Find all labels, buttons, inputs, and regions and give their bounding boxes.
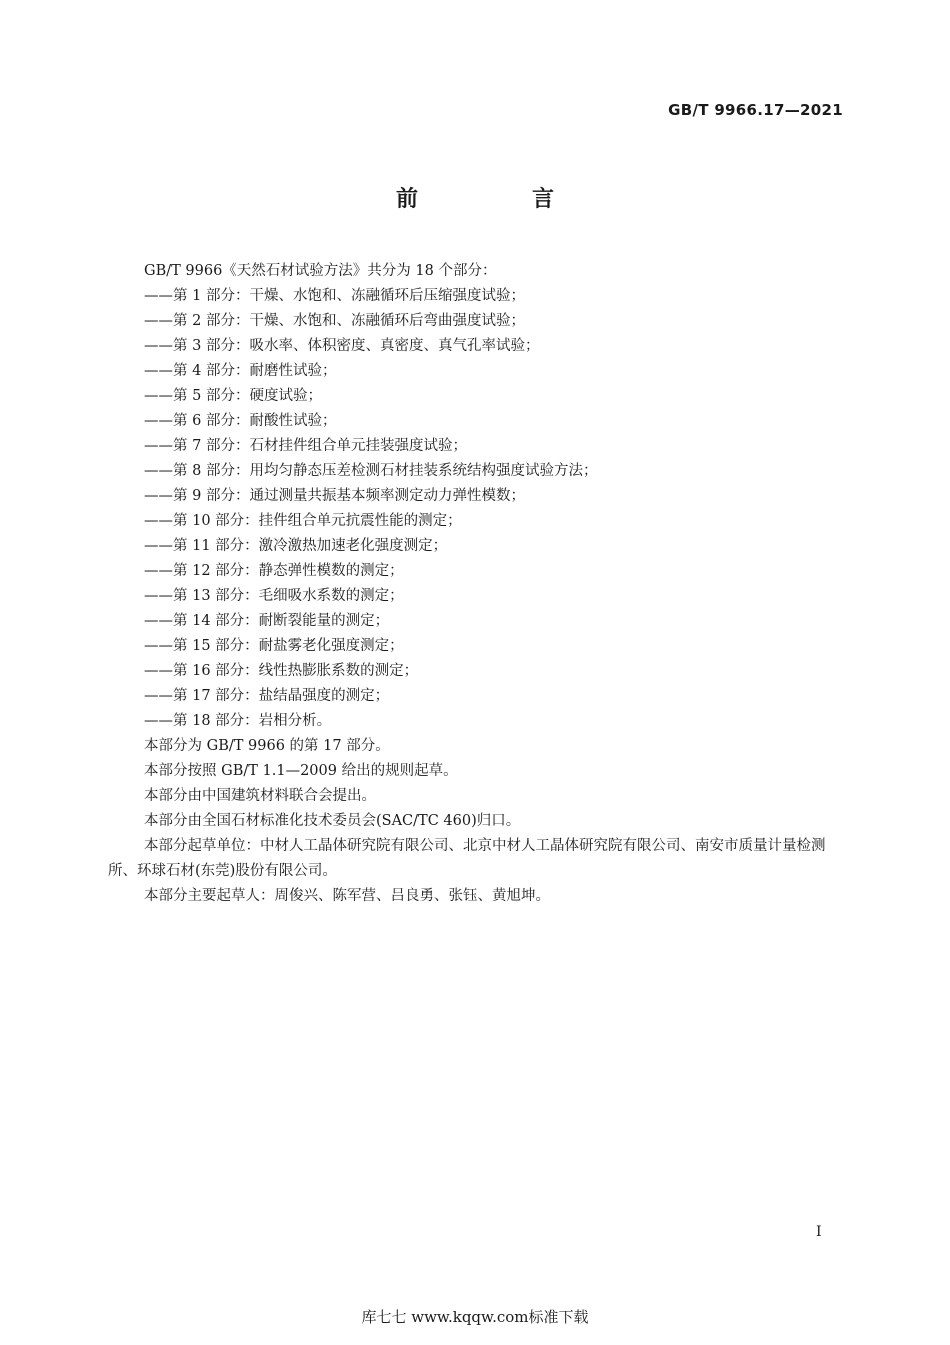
committee-statement: 本部分由全国石材标准化技术委员会(SAC/TC 460)归口。 xyxy=(144,813,521,829)
drafting-units-statement: 本部分起草单位：中材人工晶体研究院有限公司、北京中材人工晶体研究院有限公司、南安市质量计量检测所、环球石材(东莞)股份有限公司。 xyxy=(108,838,826,879)
list-item: ——第 2 部分：干燥、水饱和、冻融循环后弯曲强度试验； xyxy=(144,313,525,329)
standard-code: GB/T 9966.17—2021 xyxy=(668,101,843,119)
list-item: ——第 17 部分：盐结晶强度的测定； xyxy=(144,688,390,704)
list-item: ——第 4 部分：耐磨性试验； xyxy=(144,363,337,379)
list-item: ——第 15 部分：耐盐雾老化强度测定； xyxy=(144,638,404,654)
list-item: ——第 7 部分：石材挂件组合单元挂装强度试验； xyxy=(144,438,467,454)
list-item: ——第 9 部分：通过测量共振基本频率测定动力弹性模数； xyxy=(144,488,525,504)
parts-list xyxy=(108,284,844,734)
list-item: ——第 6 部分：耐酸性试验； xyxy=(144,413,337,429)
page-title: 前 言 xyxy=(395,187,600,212)
list-item: ——第 18 部分：岩相分析。 xyxy=(144,713,332,729)
list-item: ——第 5 部分：硬度试验； xyxy=(144,388,322,404)
list-item: ——第 12 部分：静态弹性模数的测定； xyxy=(144,563,404,579)
download-watermark: 库七七 www.kqqw.com标准下载 xyxy=(361,1308,589,1326)
list-item: ——第 14 部分：耐断裂能量的测定； xyxy=(144,613,390,629)
drafting-rules-statement: 本部分按照 GB/T 1.1—2009 给出的规则起草。 xyxy=(144,763,458,779)
list-item: ——第 13 部分：毛细吸水系数的测定； xyxy=(144,588,404,604)
list-item: ——第 10 部分：挂件组合单元抗震性能的测定； xyxy=(144,513,462,529)
intro-paragraph: GB/T 9966《天然石材试验方法》共分为 18 个部分： xyxy=(144,263,497,279)
part-statement: 本部分为 GB/T 9966 的第 17 部分。 xyxy=(144,738,390,754)
list-item: ——第 1 部分：干燥、水饱和、冻融循环后压缩强度试验； xyxy=(144,288,525,304)
page-number: I xyxy=(816,1224,822,1240)
list-item: ——第 16 部分：线性热膨胀系数的测定； xyxy=(144,663,419,679)
list-item: ——第 3 部分：吸水率、体积密度、真密度、真气孔率试验； xyxy=(144,338,540,354)
list-item: ——第 8 部分：用均匀静态压差检测石材挂装系统结构强度试验方法； xyxy=(144,463,598,479)
list-item: ——第 11 部分：激冷激热加速老化强度测定； xyxy=(144,538,448,554)
proposer-statement: 本部分由中国建筑材料联合会提出。 xyxy=(144,788,376,804)
foreword-body xyxy=(108,259,844,909)
drafters-statement: 本部分主要起草人：周俊兴、陈军营、吕良勇、张钰、黄旭坤。 xyxy=(144,888,550,904)
